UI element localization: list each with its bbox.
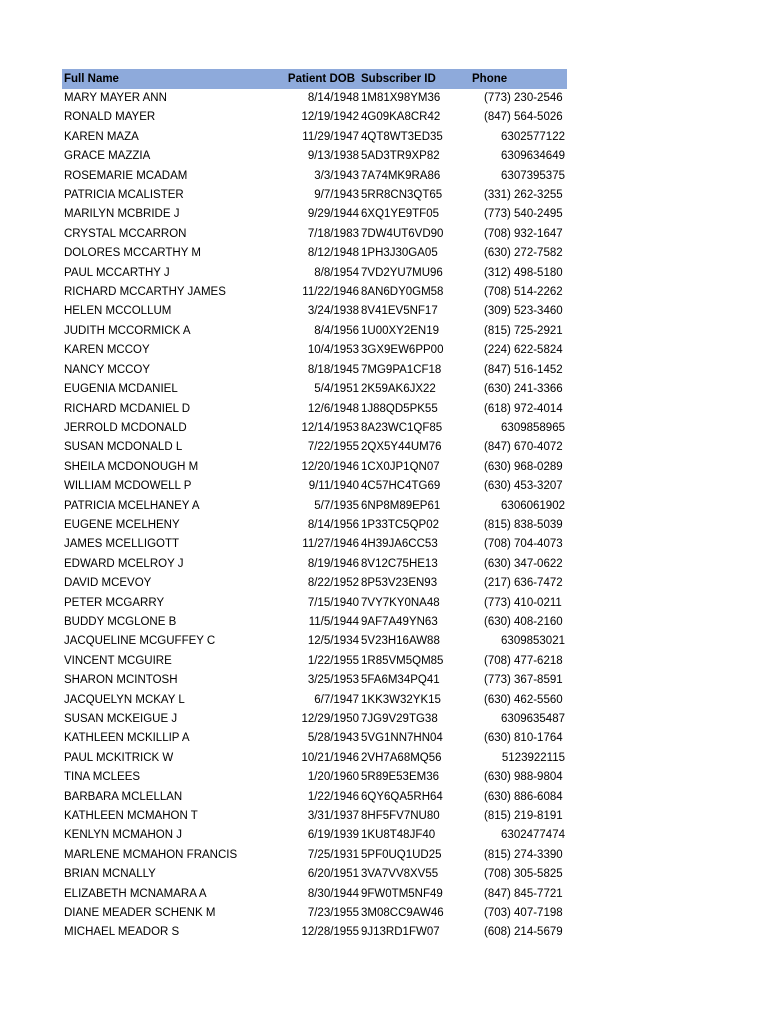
- cell-full-name[interactable]: KATHLEEN MCMAHON T: [64, 810, 198, 823]
- cell-patient-dob[interactable]: 8/14/1956: [307, 518, 359, 531]
- cell-subscriber-id[interactable]: 4H39JA6CC53: [361, 538, 438, 551]
- cell-phone[interactable]: (708) 704-4073: [484, 538, 563, 551]
- cell-phone[interactable]: (630) 347-0622: [484, 557, 563, 570]
- cell-phone[interactable]: (312) 498-5180: [484, 266, 563, 279]
- table-row: [62, 89, 567, 108]
- cell-phone[interactable]: (815) 725-2921: [484, 324, 563, 337]
- cell-patient-dob[interactable]: 8/30/1944: [307, 887, 359, 900]
- header-subscriber-id[interactable]: Subscriber ID: [361, 73, 436, 85]
- cell-patient-dob[interactable]: 8/22/1952: [307, 577, 359, 590]
- cell-subscriber-id[interactable]: 6XQ1YE9TF05: [361, 208, 439, 221]
- header-patient-dob[interactable]: Patient DOB: [287, 73, 355, 85]
- cell-full-name[interactable]: JACQUELINE MCGUFFEY C: [64, 635, 216, 648]
- cell-subscriber-id[interactable]: 9FW0TM5NF49: [361, 887, 443, 900]
- table-row: [62, 302, 567, 321]
- table-row: [62, 788, 567, 807]
- cell-subscriber-id[interactable]: 7DW4UT6VD90: [361, 227, 444, 240]
- cell-phone[interactable]: (708) 514-2262: [484, 286, 563, 299]
- cell-subscriber-id[interactable]: 1CX0JP1QN07: [361, 460, 440, 473]
- cell-full-name[interactable]: SHARON MCINTOSH: [64, 674, 178, 687]
- cell-phone[interactable]: (815) 838-5039: [484, 518, 563, 531]
- cell-patient-dob[interactable]: 7/23/1955: [307, 907, 359, 920]
- cell-subscriber-id[interactable]: 1J88QD5PK55: [361, 402, 438, 415]
- cell-subscriber-id[interactable]: 4C57HC4TG69: [361, 480, 441, 493]
- cell-subscriber-id[interactable]: 8AN6DY0GM58: [361, 286, 444, 299]
- cell-full-name[interactable]: TINA MCLEES: [64, 771, 141, 784]
- cell-phone[interactable]: (630) 272-7582: [484, 247, 563, 260]
- cell-phone[interactable]: 6307395375: [501, 169, 565, 182]
- cell-phone[interactable]: (847) 516-1452: [484, 363, 563, 376]
- cell-full-name[interactable]: CRYSTAL MCCARRON: [64, 227, 187, 240]
- cell-full-name[interactable]: KATHLEEN MCKILLIP A: [64, 732, 190, 745]
- cell-subscriber-id[interactable]: 3VA7VV8XV55: [361, 868, 439, 881]
- cell-patient-dob[interactable]: 3/25/1953: [307, 674, 359, 687]
- cell-patient-dob[interactable]: 8/19/1946: [307, 557, 359, 570]
- cell-subscriber-id[interactable]: 1R85VM5QM85: [361, 654, 444, 667]
- cell-patient-dob[interactable]: 6/7/1947: [314, 693, 359, 706]
- cell-subscriber-id[interactable]: 1KK3W32YK15: [361, 693, 441, 706]
- cell-subscriber-id[interactable]: 7MG9PA1CF18: [361, 363, 442, 376]
- table-row: [62, 807, 567, 826]
- cell-full-name[interactable]: RICHARD MCCARTHY JAMES: [64, 286, 226, 299]
- cell-phone[interactable]: (630) 462-5560: [484, 693, 563, 706]
- cell-subscriber-id[interactable]: 7VD2YU7MU96: [361, 266, 443, 279]
- cell-subscriber-id[interactable]: 2QX5Y44UM76: [361, 441, 442, 454]
- cell-full-name[interactable]: JAMES MCELLIGOTT: [64, 538, 180, 551]
- cell-full-name[interactable]: EUGENIA MCDANIEL: [64, 383, 178, 396]
- cell-phone[interactable]: (630) 886-6084: [484, 790, 563, 803]
- cell-subscriber-id[interactable]: 2K59AK6JX22: [361, 383, 436, 396]
- cell-patient-dob[interactable]: 11/5/1944: [308, 615, 359, 628]
- cell-patient-dob[interactable]: 3/31/1937: [307, 810, 359, 823]
- cell-patient-dob[interactable]: 8/18/1945: [307, 363, 359, 376]
- cell-full-name[interactable]: EUGENE MCELHENY: [64, 518, 180, 531]
- table-row: [62, 322, 567, 341]
- cell-patient-dob[interactable]: 3/24/1938: [307, 305, 359, 318]
- cell-full-name[interactable]: DOLORES MCCARTHY M: [64, 247, 201, 260]
- table-row: [62, 283, 567, 302]
- cell-subscriber-id[interactable]: 9J13RD1FW07: [361, 926, 440, 939]
- cell-patient-dob[interactable]: 1/22/1946: [307, 790, 359, 803]
- cell-phone[interactable]: (708) 305-5825: [484, 868, 563, 881]
- cell-patient-dob[interactable]: 10/4/1953: [307, 344, 359, 357]
- spreadsheet: [62, 69, 567, 943]
- cell-patient-dob[interactable]: 8/4/1956: [314, 324, 359, 337]
- cell-patient-dob[interactable]: 12/5/1934: [307, 635, 359, 648]
- table-row: [62, 400, 567, 419]
- cell-patient-dob[interactable]: 5/7/1935: [314, 499, 359, 512]
- cell-full-name[interactable]: BARBARA MCLELLAN: [64, 790, 183, 803]
- cell-subscriber-id[interactable]: 5V23H16AW88: [361, 635, 440, 648]
- cell-phone[interactable]: (630) 988-9804: [484, 771, 563, 784]
- cell-full-name[interactable]: MARY MAYER ANN: [64, 92, 167, 104]
- cell-subscriber-id[interactable]: 3M08CC9AW46: [361, 907, 444, 920]
- cell-subscriber-id[interactable]: 7VY7KY0NA48: [361, 596, 440, 609]
- cell-patient-dob[interactable]: 5/28/1943: [307, 732, 359, 745]
- table-row: [62, 458, 567, 477]
- cell-full-name[interactable]: WILLIAM MCDOWELL P: [64, 480, 192, 493]
- cell-patient-dob[interactable]: 6/19/1939: [307, 829, 359, 842]
- cell-patient-dob[interactable]: 12/20/1946: [301, 460, 359, 473]
- cell-full-name[interactable]: PATRICIA MCALISTER: [64, 189, 184, 202]
- cell-patient-dob[interactable]: 12/19/1942: [301, 111, 359, 124]
- cell-full-name[interactable]: PETER MCGARRY: [64, 596, 165, 609]
- cell-subscriber-id[interactable]: 6QY6QA5RH64: [361, 790, 443, 803]
- patient-table: [62, 69, 567, 943]
- table-row: [62, 846, 567, 865]
- cell-phone[interactable]: (708) 477-6218: [484, 654, 563, 667]
- header-phone[interactable]: Phone: [472, 73, 508, 85]
- cell-full-name[interactable]: EDWARD MCELROY J: [64, 557, 184, 570]
- table-row: [62, 438, 567, 457]
- table-row: [62, 768, 567, 787]
- table-row: [62, 865, 567, 884]
- cell-subscriber-id[interactable]: 2VH7A68MQ56: [361, 751, 442, 764]
- cell-full-name[interactable]: GRACE MAZZIA: [64, 150, 151, 163]
- cell-patient-dob[interactable]: 9/13/1938: [307, 150, 359, 163]
- cell-full-name[interactable]: BRIAN MCNALLY: [64, 868, 156, 881]
- cell-full-name[interactable]: HELEN MCCOLLUM: [64, 305, 172, 318]
- cell-patient-dob[interactable]: 7/22/1955: [307, 441, 359, 454]
- cell-subscriber-id[interactable]: 7A74MK9RA86: [361, 169, 441, 182]
- table-row: [62, 419, 567, 438]
- table-row: [62, 361, 567, 380]
- cell-phone[interactable]: (773) 367-8591: [484, 674, 563, 687]
- cell-subscriber-id[interactable]: 5VG1NN7HN04: [361, 732, 443, 745]
- cell-patient-dob[interactable]: 9/29/1944: [307, 208, 359, 221]
- cell-patient-dob[interactable]: 11/29/1947: [302, 130, 359, 143]
- cell-patient-dob[interactable]: 9/7/1943: [314, 189, 359, 202]
- cell-phone[interactable]: (773) 410-0211: [484, 596, 562, 609]
- cell-subscriber-id[interactable]: 4QT8WT3ED35: [361, 130, 443, 143]
- cell-patient-dob[interactable]: 9/11/1940: [308, 480, 359, 493]
- table-row: [62, 904, 567, 923]
- cell-subscriber-id[interactable]: 1KU8T48JF40: [361, 829, 436, 842]
- cell-full-name[interactable]: MARILYN MCBRIDE J: [64, 208, 180, 221]
- cell-patient-dob[interactable]: 6/20/1951: [307, 868, 359, 881]
- table-row: [62, 671, 567, 690]
- cell-phone[interactable]: 6309635487: [501, 713, 565, 725]
- cell-phone[interactable]: 6309853021: [501, 635, 565, 648]
- table-row: [62, 710, 567, 729]
- cell-full-name[interactable]: JERROLD MCDONALD: [64, 421, 187, 434]
- cell-full-name[interactable]: RICHARD MCDANIEL D: [64, 402, 191, 415]
- table-row: [62, 264, 567, 283]
- cell-phone[interactable]: (708) 932-1647: [484, 227, 563, 240]
- cell-full-name[interactable]: MICHAEL MEADOR S: [64, 926, 180, 939]
- cell-subscriber-id[interactable]: 7JG9V29TG38: [361, 713, 438, 725]
- cell-phone[interactable]: (773) 540-2495: [484, 208, 563, 221]
- cell-phone[interactable]: 5123922115: [501, 751, 565, 764]
- cell-patient-dob[interactable]: 8/14/1948: [307, 92, 359, 104]
- cell-patient-dob[interactable]: 12/28/1955: [301, 926, 359, 939]
- cell-full-name[interactable]: KENLYN MCMAHON J: [64, 829, 182, 842]
- table-body: [62, 89, 567, 943]
- table-row: [62, 632, 567, 651]
- cell-subscriber-id[interactable]: 8HF5FV7NU80: [361, 810, 440, 823]
- table-row: [62, 749, 567, 768]
- cell-patient-dob[interactable]: 11/27/1946: [302, 538, 359, 551]
- cell-subscriber-id[interactable]: 3GX9EW6PP00: [361, 344, 444, 357]
- cell-phone[interactable]: (773) 230-2546: [484, 92, 563, 104]
- cell-patient-dob[interactable]: 7/15/1940: [307, 596, 359, 609]
- table-row: [62, 613, 567, 632]
- cell-full-name[interactable]: KAREN MAZA: [64, 130, 139, 143]
- cell-phone[interactable]: (630) 408-2160: [484, 615, 563, 628]
- table-row: [62, 167, 567, 186]
- cell-subscriber-id[interactable]: 5PF0UQ1UD25: [361, 848, 442, 861]
- cell-full-name[interactable]: SUSAN MCKEIGUE J: [64, 713, 178, 725]
- header-full-name[interactable]: Full Name: [64, 73, 119, 85]
- cell-full-name[interactable]: ELIZABETH MCNAMARA A: [64, 887, 207, 900]
- cell-phone[interactable]: 6302577122: [501, 130, 565, 143]
- table-row: [62, 205, 567, 224]
- cell-patient-dob[interactable]: 11/22/1946: [302, 286, 359, 299]
- table-row: [62, 885, 567, 904]
- table-row: [62, 923, 567, 942]
- cell-patient-dob[interactable]: 8/8/1954: [314, 266, 359, 279]
- cell-subscriber-id[interactable]: 5RR8CN3QT65: [361, 189, 443, 202]
- cell-phone[interactable]: (703) 407-7198: [484, 907, 563, 920]
- cell-patient-dob[interactable]: 8/12/1948: [307, 247, 359, 260]
- cell-subscriber-id[interactable]: 8P53V23EN93: [361, 577, 438, 590]
- cell-subscriber-id[interactable]: 1M81X98YM36: [361, 92, 441, 104]
- table-row: [62, 729, 567, 748]
- table-row: [62, 652, 567, 671]
- table-row: [62, 555, 567, 574]
- table-row: [62, 380, 567, 399]
- cell-phone[interactable]: (608) 214-5679: [484, 926, 563, 939]
- cell-full-name[interactable]: ROSEMARIE MCADAM: [64, 169, 188, 182]
- table-row: [62, 535, 567, 554]
- cell-subscriber-id[interactable]: 6NP8M89EP61: [361, 499, 441, 512]
- table-row: [62, 594, 567, 613]
- cell-phone[interactable]: (847) 670-4072: [484, 441, 563, 454]
- cell-subscriber-id[interactable]: 5FA6M34PQ41: [361, 674, 440, 687]
- cell-phone[interactable]: (815) 219-8191: [484, 810, 563, 823]
- cell-subscriber-id[interactable]: 1U00XY2EN19: [361, 324, 439, 337]
- cell-phone[interactable]: (630) 810-1764: [484, 732, 563, 745]
- table-row: [62, 477, 567, 496]
- cell-patient-dob[interactable]: 1/20/1960: [307, 771, 359, 784]
- table-row: [62, 186, 567, 205]
- cell-patient-dob[interactable]: 7/18/1983: [307, 227, 359, 240]
- cell-full-name[interactable]: DIANE MEADER SCHENK M: [64, 907, 216, 920]
- cell-subscriber-id[interactable]: 9AF7A49YN63: [361, 615, 438, 628]
- cell-full-name[interactable]: DAVID MCEVOY: [64, 577, 152, 590]
- cell-phone[interactable]: 6302477474: [501, 829, 565, 842]
- cell-patient-dob[interactable]: 3/3/1943: [314, 169, 359, 182]
- cell-phone[interactable]: (224) 622-5824: [484, 344, 563, 357]
- cell-phone[interactable]: (309) 523-3460: [484, 305, 563, 318]
- table-row: [62, 244, 567, 263]
- cell-patient-dob[interactable]: 10/21/1946: [301, 751, 359, 764]
- cell-phone[interactable]: (847) 564-5026: [484, 111, 563, 124]
- cell-full-name[interactable]: JUDITH MCCORMICK A: [64, 324, 191, 337]
- table-row: [62, 341, 567, 360]
- cell-phone[interactable]: (618) 972-4014: [484, 402, 563, 415]
- cell-full-name[interactable]: BUDDY MCGLONE B: [64, 615, 177, 628]
- cell-full-name[interactable]: PAUL MCCARTHY J: [64, 266, 170, 279]
- table-row: [62, 497, 567, 516]
- table-row: [62, 574, 567, 593]
- header-row: [62, 69, 567, 89]
- cell-patient-dob[interactable]: 1/22/1955: [307, 654, 359, 667]
- cell-full-name[interactable]: PAUL MCKITRICK W: [64, 751, 174, 764]
- cell-subscriber-id[interactable]: 8V41EV5NF17: [361, 305, 438, 318]
- cell-phone[interactable]: (331) 262-3255: [484, 189, 563, 202]
- cell-full-name[interactable]: NANCY MCCOY: [64, 363, 151, 376]
- table-row: [62, 516, 567, 535]
- cell-phone[interactable]: (630) 241-3366: [484, 383, 563, 396]
- cell-phone[interactable]: (847) 845-7721: [484, 887, 563, 900]
- cell-patient-dob[interactable]: 12/14/1953: [301, 421, 359, 434]
- cell-subscriber-id[interactable]: 1PH3J30GA05: [361, 247, 438, 260]
- cell-patient-dob[interactable]: 7/25/1931: [307, 848, 359, 861]
- table-row: [62, 147, 567, 166]
- cell-full-name[interactable]: SUSAN MCDONALD L: [64, 441, 183, 454]
- cell-full-name[interactable]: RONALD MAYER: [64, 111, 156, 124]
- cell-patient-dob[interactable]: 12/6/1948: [307, 402, 359, 415]
- cell-full-name[interactable]: PATRICIA MCELHANEY A: [64, 499, 200, 512]
- table-row: [62, 225, 567, 244]
- table-row: [62, 691, 567, 710]
- cell-phone[interactable]: 6309858965: [501, 421, 565, 434]
- cell-patient-dob[interactable]: 12/29/1950: [301, 713, 359, 725]
- cell-phone[interactable]: (217) 636-7472: [484, 577, 563, 590]
- cell-full-name[interactable]: SHEILA MCDONOUGH M: [64, 460, 199, 473]
- cell-phone[interactable]: 6309634649: [501, 150, 565, 163]
- cell-full-name[interactable]: KAREN MCCOY: [64, 344, 150, 357]
- cell-subscriber-id[interactable]: 5AD3TR9XP82: [361, 150, 440, 163]
- table-row: [62, 108, 567, 127]
- cell-phone[interactable]: (815) 274-3390: [484, 848, 563, 861]
- table-row: [62, 128, 567, 147]
- cell-full-name[interactable]: MARLENE MCMAHON FRANCIS: [64, 848, 238, 861]
- cell-subscriber-id[interactable]: 1P33TC5QP02: [361, 518, 439, 531]
- cell-phone[interactable]: (630) 453-3207: [484, 480, 563, 493]
- cell-subscriber-id[interactable]: 8V12C75HE13: [361, 557, 438, 570]
- cell-full-name[interactable]: JACQUELYN MCKAY L: [64, 693, 185, 706]
- table-row: [62, 826, 567, 845]
- cell-subscriber-id[interactable]: 5R89E53EM36: [361, 771, 439, 784]
- cell-phone[interactable]: 6306061902: [501, 499, 565, 512]
- cell-patient-dob[interactable]: 5/4/1951: [314, 383, 359, 396]
- cell-subscriber-id[interactable]: 4G09KA8CR42: [361, 111, 441, 124]
- cell-full-name[interactable]: VINCENT MCGUIRE: [64, 654, 172, 667]
- cell-subscriber-id[interactable]: 8A23WC1QF85: [361, 421, 443, 434]
- cell-phone[interactable]: (630) 968-0289: [484, 460, 563, 473]
